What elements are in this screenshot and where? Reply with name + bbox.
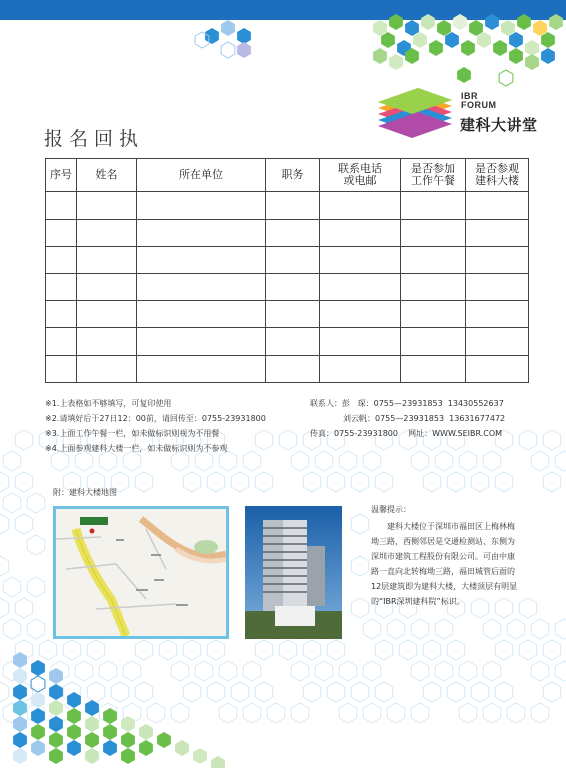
hexagon-icon	[461, 40, 475, 56]
hexagon-icon	[175, 740, 189, 756]
hexagon-icon	[27, 619, 44, 639]
table-row	[46, 355, 529, 382]
hexagon-icon	[351, 682, 368, 702]
hexagon-icon	[31, 676, 45, 692]
hexagon-icon	[0, 514, 9, 534]
hexagon-icon	[231, 682, 248, 702]
hexagon-icon	[219, 703, 236, 723]
hexagon-icon	[363, 703, 380, 723]
hexagon-icon	[243, 661, 260, 681]
hexagon-icon	[231, 472, 248, 492]
table-cell[interactable]	[137, 246, 266, 273]
hexagon-icon	[495, 472, 512, 492]
hexagon-icon	[445, 32, 459, 48]
hexagon-icon	[519, 640, 536, 660]
hexagon-icon	[85, 732, 99, 748]
hexagon-icon	[373, 48, 387, 64]
hexagon-icon	[243, 703, 260, 723]
table-cell[interactable]	[266, 246, 320, 273]
hexagon-icon	[509, 48, 523, 64]
hexagon-icon	[31, 660, 45, 676]
hexagon-icon	[291, 703, 308, 723]
hexagon-icon	[435, 451, 452, 471]
hexagon-icon	[543, 430, 560, 450]
table-cell[interactable]	[320, 219, 401, 246]
table-header-row	[46, 159, 529, 192]
hexagon-icon	[495, 640, 512, 660]
hexagon-icon	[411, 619, 428, 639]
hexagon-icon	[15, 514, 32, 534]
hexagon-icon	[447, 640, 464, 660]
header-contact: 联系电话 或电邮	[320, 159, 401, 192]
hexagon-icon	[501, 20, 515, 36]
hexagon-icon	[255, 472, 272, 492]
table-cell[interactable]	[77, 274, 137, 301]
table-row	[46, 192, 529, 219]
header-seq: 序号	[46, 159, 77, 192]
hexagon-icon	[477, 32, 491, 48]
hexagon-icon	[279, 640, 296, 660]
hexagon-icon	[483, 451, 500, 471]
table-cell[interactable]	[466, 355, 529, 382]
hexagon-icon	[363, 661, 380, 681]
hexagon-icon	[3, 577, 20, 597]
hexagon-icon	[411, 661, 428, 681]
hexagon-icon	[555, 619, 566, 639]
hexagon-icon	[0, 556, 9, 576]
table-cell[interactable]	[266, 192, 320, 219]
note-item: ※2.请填好后于27日12：00前，请回传至：0755-23931800	[45, 414, 266, 423]
hexagon-icon	[375, 682, 392, 702]
hexagon-icon	[411, 703, 428, 723]
table-row	[46, 301, 529, 328]
hexagon-icon	[27, 535, 44, 555]
hexagon-icon	[211, 756, 225, 768]
table-cell[interactable]	[137, 192, 266, 219]
hexagon-icon	[267, 703, 284, 723]
table-cell[interactable]	[137, 301, 266, 328]
hexagon-icon	[315, 451, 332, 471]
hexagon-icon	[67, 724, 81, 740]
hexagon-icon	[541, 32, 555, 48]
hexagon-icon	[103, 740, 117, 756]
hexagon-icon	[525, 40, 539, 56]
table-cell[interactable]	[466, 219, 529, 246]
hexagon-icon	[13, 732, 27, 748]
table-cell[interactable]	[320, 355, 401, 382]
header-name: 姓名	[77, 159, 137, 192]
hexagon-icon	[39, 640, 56, 660]
hexagon-icon	[135, 682, 152, 702]
table-cell[interactable]	[266, 219, 320, 246]
notes-list	[45, 396, 266, 456]
hexagon-icon	[87, 640, 104, 660]
hexagon-icon	[159, 640, 176, 660]
hexagon-icon	[339, 451, 356, 471]
table-row	[46, 246, 529, 273]
hexagon-icon	[339, 703, 356, 723]
hexagon-icon	[31, 740, 45, 756]
hexagon-icon	[375, 640, 392, 660]
hexagon-icon	[255, 640, 272, 660]
building-photo-drawing	[245, 506, 342, 639]
contact-line-1: 联系人：彭 琛：0755—23931853 13430552637	[310, 399, 504, 408]
hexagon-icon	[373, 20, 387, 36]
tips-title: 温馨提示：	[371, 505, 411, 514]
hexagon-icon	[389, 14, 403, 30]
header-position: 职务	[266, 159, 320, 192]
hexagon-icon	[421, 14, 435, 30]
hexagon-icon	[315, 661, 332, 681]
hexagon-icon	[549, 14, 563, 30]
hexagon-icon	[363, 619, 380, 639]
hexagon-icon	[531, 619, 548, 639]
hexagon-icon	[389, 54, 403, 70]
table-cell[interactable]	[46, 301, 77, 328]
hexagon-icon	[15, 598, 32, 618]
hexagon-icon	[543, 640, 560, 660]
hexagon-icon	[519, 598, 536, 618]
hexagon-icon	[135, 472, 152, 492]
hexagon-icon	[453, 14, 467, 30]
hexagon-icon	[495, 682, 512, 702]
hexagon-icon	[205, 28, 219, 44]
hexagon-icon	[171, 661, 188, 681]
table-cell[interactable]	[266, 355, 320, 382]
hexagon-icon	[13, 748, 27, 764]
table-cell[interactable]	[137, 274, 266, 301]
hexagon-icon	[435, 619, 452, 639]
hexagon-icon	[291, 661, 308, 681]
hexagon-icon	[237, 42, 251, 58]
hexagon-icon	[555, 661, 566, 681]
hexagon-icon	[485, 14, 499, 30]
hexagon-icon	[459, 451, 476, 471]
hexagon-icon	[139, 740, 153, 756]
hexagon-icon	[351, 514, 368, 534]
hexagon-icon	[135, 640, 152, 660]
hexagon-icon	[351, 556, 368, 576]
hexagon-icon	[103, 724, 117, 740]
hexagon-icon	[509, 32, 523, 48]
hexagon-icon	[531, 661, 548, 681]
hexagon-icon	[195, 661, 212, 681]
tips-body: 建科大楼位于深圳市福田区上梅林梅坳三路，西侧邻居是交通检测站、东侧为深圳市建筑工程股份有限公司。可由中康路一直向北转梅坳三路，福田城管后面的12层建筑即为建科大楼，大楼顶层有明显的“IBR深圳建科院”标识。	[371, 522, 518, 606]
table-cell[interactable]	[137, 355, 266, 382]
hexagon-icon	[405, 20, 419, 36]
building-photo	[245, 506, 342, 639]
hexagon-icon	[493, 40, 507, 56]
hexagon-icon	[219, 661, 236, 681]
table-cell[interactable]	[266, 301, 320, 328]
hexagon-icon	[183, 640, 200, 660]
hexagon-icon	[483, 619, 500, 639]
hexagon-icon	[67, 740, 81, 756]
hexagon-icon	[387, 703, 404, 723]
hexagon-icon	[363, 451, 380, 471]
hexagon-icon	[123, 661, 140, 681]
hexagon-icon	[483, 703, 500, 723]
hexagon-icon	[193, 748, 207, 764]
hexagon-icon	[459, 661, 476, 681]
hexagon-icon	[49, 684, 63, 700]
location-map	[53, 506, 229, 639]
table-cell[interactable]	[77, 328, 137, 355]
hexagon-icon	[49, 732, 63, 748]
hexagon-icon	[327, 472, 344, 492]
table-cell[interactable]	[401, 355, 466, 382]
table-cell[interactable]	[77, 219, 137, 246]
hexagon-icon	[31, 724, 45, 740]
table-cell[interactable]	[401, 274, 466, 301]
hexagon-icon	[13, 716, 27, 732]
hexagon-icon	[13, 700, 27, 716]
hexagon-icon	[541, 48, 555, 64]
table-row	[46, 328, 529, 355]
hexagon-icon	[435, 661, 452, 681]
hexagon-icon	[85, 748, 99, 764]
hexagon-icon	[531, 451, 548, 471]
hexagon-icon	[423, 640, 440, 660]
note-item: ※4.上面参观建科大楼一栏，如未做标识则为不参观	[45, 444, 228, 453]
hexagon-icon	[3, 493, 20, 513]
hexagon-icon	[327, 682, 344, 702]
table-cell[interactable]	[46, 355, 77, 382]
hexagon-icon	[387, 619, 404, 639]
hexagon-icon	[423, 472, 440, 492]
hexagon-icon	[221, 42, 235, 58]
hexagon-icon	[459, 703, 476, 723]
logo-forum-text	[461, 92, 497, 110]
table-cell[interactable]	[466, 246, 529, 273]
hexagon-icon	[411, 451, 428, 471]
table-cell[interactable]	[320, 246, 401, 273]
hexagon-icon	[327, 640, 344, 660]
table-cell[interactable]	[46, 219, 77, 246]
hexagon-icon	[533, 20, 547, 36]
hexagon-icon	[471, 682, 488, 702]
hexagon-icon	[111, 682, 128, 702]
table-cell[interactable]	[266, 328, 320, 355]
hexagon-icon	[15, 430, 32, 450]
table-cell[interactable]	[401, 219, 466, 246]
map-drawing	[56, 509, 226, 636]
table-cell[interactable]	[320, 328, 401, 355]
hexagon-icon	[507, 703, 524, 723]
hexagon-icon	[183, 472, 200, 492]
hexagon-icon	[447, 682, 464, 702]
hexagon-icon	[303, 640, 320, 660]
hexagon-icon	[63, 640, 80, 660]
hexagon-icon	[139, 724, 153, 740]
hexagon-icon	[67, 692, 81, 708]
hexagon-icon	[147, 703, 164, 723]
registration-table	[45, 158, 529, 383]
header-company: 所在单位	[137, 159, 266, 192]
hexagon-icon	[471, 472, 488, 492]
table-cell[interactable]	[77, 355, 137, 382]
table-row	[46, 219, 529, 246]
hexagon-icon	[27, 577, 44, 597]
logo-forum-line2: FORUM	[461, 100, 497, 110]
hexagon-icon	[437, 20, 451, 36]
hexagon-icon	[0, 598, 9, 618]
hexagon-icon	[121, 748, 135, 764]
hexagon-icon	[381, 32, 395, 48]
hexagon-icon	[279, 430, 296, 450]
table-cell[interactable]	[137, 328, 266, 355]
table-cell[interactable]	[401, 192, 466, 219]
table-cell[interactable]	[320, 192, 401, 219]
note-item: ※3.上面工作午餐一栏，如未做标识则视为不用餐	[45, 429, 220, 438]
header-visit: 是否参观 建科大楼	[466, 159, 529, 192]
hexagon-icon	[3, 451, 20, 471]
hexagon-icon	[13, 684, 27, 700]
table-cell[interactable]	[46, 246, 77, 273]
hexagon-icon	[171, 703, 188, 723]
table-cell[interactable]	[466, 328, 529, 355]
table-cell[interactable]	[137, 219, 266, 246]
hexagon-icon	[99, 661, 116, 681]
hexagon-icon	[423, 682, 440, 702]
logo-name: 建科大讲堂	[460, 116, 538, 134]
hexagon-icon	[183, 682, 200, 702]
table-cell[interactable]	[466, 192, 529, 219]
hexagon-icon	[0, 472, 9, 492]
table-cell[interactable]	[466, 274, 529, 301]
hexagon-icon	[207, 682, 224, 702]
hexagon-icon	[483, 661, 500, 681]
hexagon-icon	[469, 20, 483, 36]
hexagon-icon	[3, 619, 20, 639]
table-cell[interactable]	[401, 246, 466, 273]
hexagon-icon	[413, 32, 427, 48]
table-cell[interactable]	[320, 274, 401, 301]
table-cell[interactable]	[77, 246, 137, 273]
hexagon-icon	[399, 640, 416, 660]
hexagon-icon	[157, 732, 171, 748]
table-cell[interactable]	[320, 301, 401, 328]
note-item: ※1.上表格如不够填写，可复印使用	[45, 399, 172, 408]
hexagon-icon	[27, 493, 44, 513]
table-cell[interactable]	[77, 301, 137, 328]
hexagon-icon	[303, 472, 320, 492]
table-cell[interactable]	[77, 192, 137, 219]
hexagon-icon	[49, 748, 63, 764]
hexagon-icon	[255, 682, 272, 702]
hexagon-icon	[237, 28, 251, 44]
hexagon-icon	[517, 14, 531, 30]
hexagon-icon	[15, 472, 32, 492]
hexagon-icon	[447, 472, 464, 492]
hexagon-icon	[121, 732, 135, 748]
hexagon-icon	[85, 716, 99, 732]
table-row	[46, 274, 529, 301]
hexagon-icon	[75, 661, 92, 681]
table-cell[interactable]	[46, 274, 77, 301]
hexagon-icon	[351, 598, 368, 618]
contact-line-3: 传真：0755-23931800 网址：WWW.SEIBR.COM	[310, 429, 503, 438]
logo-forum-line1: IBR	[461, 91, 478, 101]
hexagon-icon	[85, 700, 99, 716]
table-cell[interactable]	[266, 274, 320, 301]
hexagon-icon	[291, 451, 308, 471]
table-cell[interactable]	[466, 301, 529, 328]
hexagon-icon	[543, 682, 560, 702]
map-caption: 附：建科大楼地图	[53, 488, 117, 497]
hexagon-icon	[87, 682, 104, 702]
table-cell[interactable]	[401, 328, 466, 355]
page-title: 报名回执	[44, 128, 145, 150]
hexagon-icon	[519, 430, 536, 450]
hexagon-icon	[351, 472, 368, 492]
contact-line-2: 刘云帆：0755—23931853 13631677472	[343, 414, 506, 423]
hexagon-icon	[531, 703, 548, 723]
hexagon-icon	[507, 619, 524, 639]
hexagon-icon	[207, 640, 224, 660]
hexagon-icon	[221, 20, 235, 36]
hexagon-icon	[0, 682, 9, 702]
hexagon-icon	[339, 661, 356, 681]
hexagon-icon	[13, 668, 27, 684]
hexagon-icon	[543, 472, 560, 492]
hexagon-icon	[207, 472, 224, 492]
hexagon-icon	[525, 54, 539, 70]
hexagon-icon	[303, 682, 320, 702]
header-lunch: 是否参加 工作午餐	[401, 159, 466, 192]
hexagon-icon	[429, 40, 443, 56]
table-cell[interactable]	[401, 301, 466, 328]
hexagon-icon	[375, 472, 392, 492]
contact-info	[310, 396, 505, 441]
table-cell[interactable]	[46, 192, 77, 219]
table-cell[interactable]	[46, 328, 77, 355]
hexagon-icon	[555, 451, 566, 471]
